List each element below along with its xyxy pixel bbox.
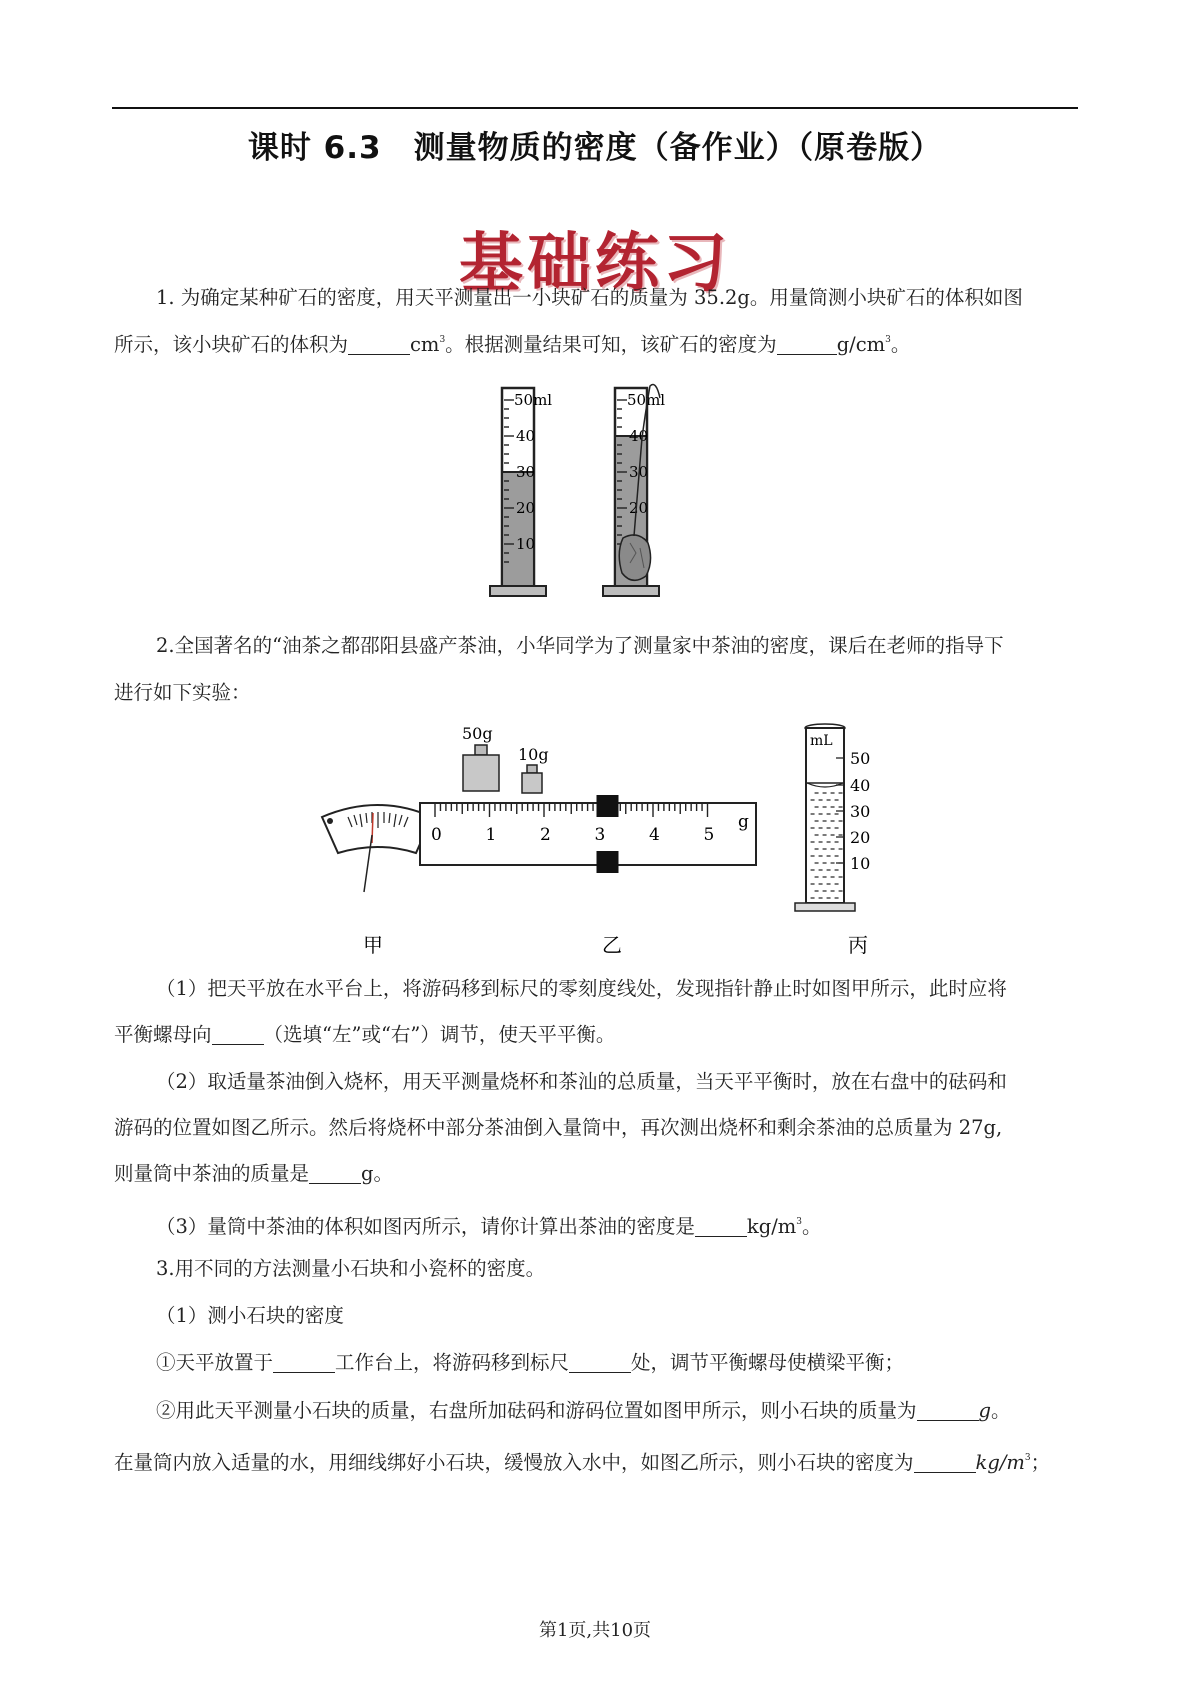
q2-p2-line1: （2）取适量茶油倒入烧杯，用天平测量烧杯和茶汕的总质量，当天平平衡时，放在右盘中的砝码和 — [156, 1070, 1007, 1093]
cyl2-tick-label: 20 — [629, 499, 649, 517]
ruler-number: 3 — [594, 825, 606, 845]
q2-p1-line1: （1）把天平放在水平台上，将游码移到标尺的零刻度线处，发现指针静止时如图甲所示，此时应将 — [156, 977, 1007, 1000]
rider-ruler — [420, 795, 756, 873]
q3-step3: 在量筒内放入适量的水，用细线绑好小石块，缓慢放入水中，如图乙所示，则小石块的密度为 $kg/m^3$； — [114, 1451, 1051, 1474]
q3-blank-surface — [273, 1352, 335, 1373]
q2-blank-direction — [212, 1024, 264, 1045]
rider-bottom — [597, 851, 619, 873]
cyl2-tick-label: 40 — [629, 427, 649, 445]
q2-blank-mass — [309, 1163, 361, 1184]
caption-bing: 丙 — [848, 933, 868, 957]
cyl-tick-label: 50 — [850, 749, 871, 768]
q3-step2: ②用此天平测量小石块的质量，右盘所加砝码和游码位置如图甲所示，则小石块的质量为 g。 — [156, 1399, 1011, 1422]
q2-figure — [300, 715, 920, 960]
q3-step1: ①天平放置于 工作台上，将游码移到标尺 处，调节平衡螺母使横梁平衡； — [156, 1351, 905, 1374]
ruler-number: 2 — [540, 825, 551, 845]
ruler-number: 5 — [703, 825, 715, 845]
cyl1-tick-label: 40 — [516, 427, 536, 445]
q2-p2-line2: 游码的位置如图乙所示。然后将烧杯中部分茶油倒入量筒中，再次测出烧杯和剩余茶油的总质量为 27g, — [114, 1116, 1003, 1139]
caption-jia: 甲 — [363, 933, 383, 957]
q3-blank-mass — [917, 1400, 979, 1421]
cylinder-2 — [603, 385, 665, 597]
cyl-tick-label: 20 — [850, 828, 871, 847]
q2-blank-density — [695, 1216, 747, 1237]
cyl2-tick-label: 30 — [629, 463, 649, 481]
page-number: 第1页,共10页 — [538, 1620, 652, 1641]
caption-yi: 乙 — [602, 933, 622, 957]
q2-p1-line2: 平衡螺母向 （选填“左”或“右”）调节，使天平平衡。 — [114, 1023, 616, 1046]
rock-shape — [619, 535, 650, 580]
q2-p3-line: （3）量筒中茶油的体积如图丙所示，请你计算出茶油的密度是 $kg/m^3$。 — [156, 1215, 822, 1238]
cyl1-tick-label: 30 — [516, 463, 536, 481]
weight-50g-label: 50g — [462, 724, 493, 743]
cyl2-top-label: 50ml — [627, 391, 666, 409]
q3-blank-zero — [569, 1352, 631, 1373]
cyl-tick-label: 40 — [850, 776, 871, 795]
ruler-number: 1 — [485, 825, 497, 845]
q2-p2-line3: 则量筒中茶油的质量是 g。 — [114, 1162, 393, 1185]
cyl-unit-label: mL — [810, 733, 833, 749]
cyl1-top-label: 50ml — [514, 391, 553, 409]
page-title: 课时 6.3 测量物质的密度（备作业）（原卷版） — [247, 130, 943, 166]
balance-dial-figure — [322, 805, 432, 892]
q3-blank-density — [914, 1452, 976, 1473]
q2-line1: 2.全国著名的“油茶之都邵阳县盛产茶油，小华同学为了测量家中茶油的密度，课后在老师的指导下 — [156, 634, 1004, 657]
cylinder-1 — [490, 388, 552, 596]
weight-10g-label: 10g — [518, 745, 549, 764]
ruler-number: 0 — [431, 825, 442, 845]
q1-blank-volume — [348, 334, 410, 355]
weights-group — [462, 723, 549, 793]
header-rule — [112, 107, 1078, 109]
q1-line2: 所示，该小块矿石的体积为 $cm^3$。根据测量结果可知，该矿石的密度为 $g/cm^3$。 — [114, 333, 911, 356]
weight-10g — [522, 773, 542, 793]
section-title: 基础练习 — [459, 226, 731, 301]
cyl-tick-label: 10 — [850, 854, 871, 873]
q3-sub1: （1）测小石块的密度 — [156, 1304, 344, 1327]
q3-line1: 3.用不同的方法测量小石块和小瓷杯的密度。 — [156, 1257, 546, 1280]
ruler-number: 4 — [649, 825, 660, 845]
q1-line1: 1. 为确定某种矿石的密度，用天平测量出一小块矿石的质量为 35.2g。用量筒测小块矿石的体积如图 — [156, 286, 1023, 309]
cyl-tick-label: 30 — [850, 802, 871, 821]
cyl1-tick-label: 20 — [516, 499, 536, 517]
rider-top — [597, 795, 619, 817]
cyl1-tick-label: 10 — [516, 535, 536, 553]
weight-50g — [463, 755, 499, 791]
ruler-unit-label: g — [738, 812, 749, 832]
q1-blank-density — [777, 334, 837, 355]
q2-line2: 进行如下实验： — [114, 681, 251, 704]
oil-cylinder-figure — [795, 724, 870, 911]
q1-cylinders-figure — [480, 378, 710, 608]
